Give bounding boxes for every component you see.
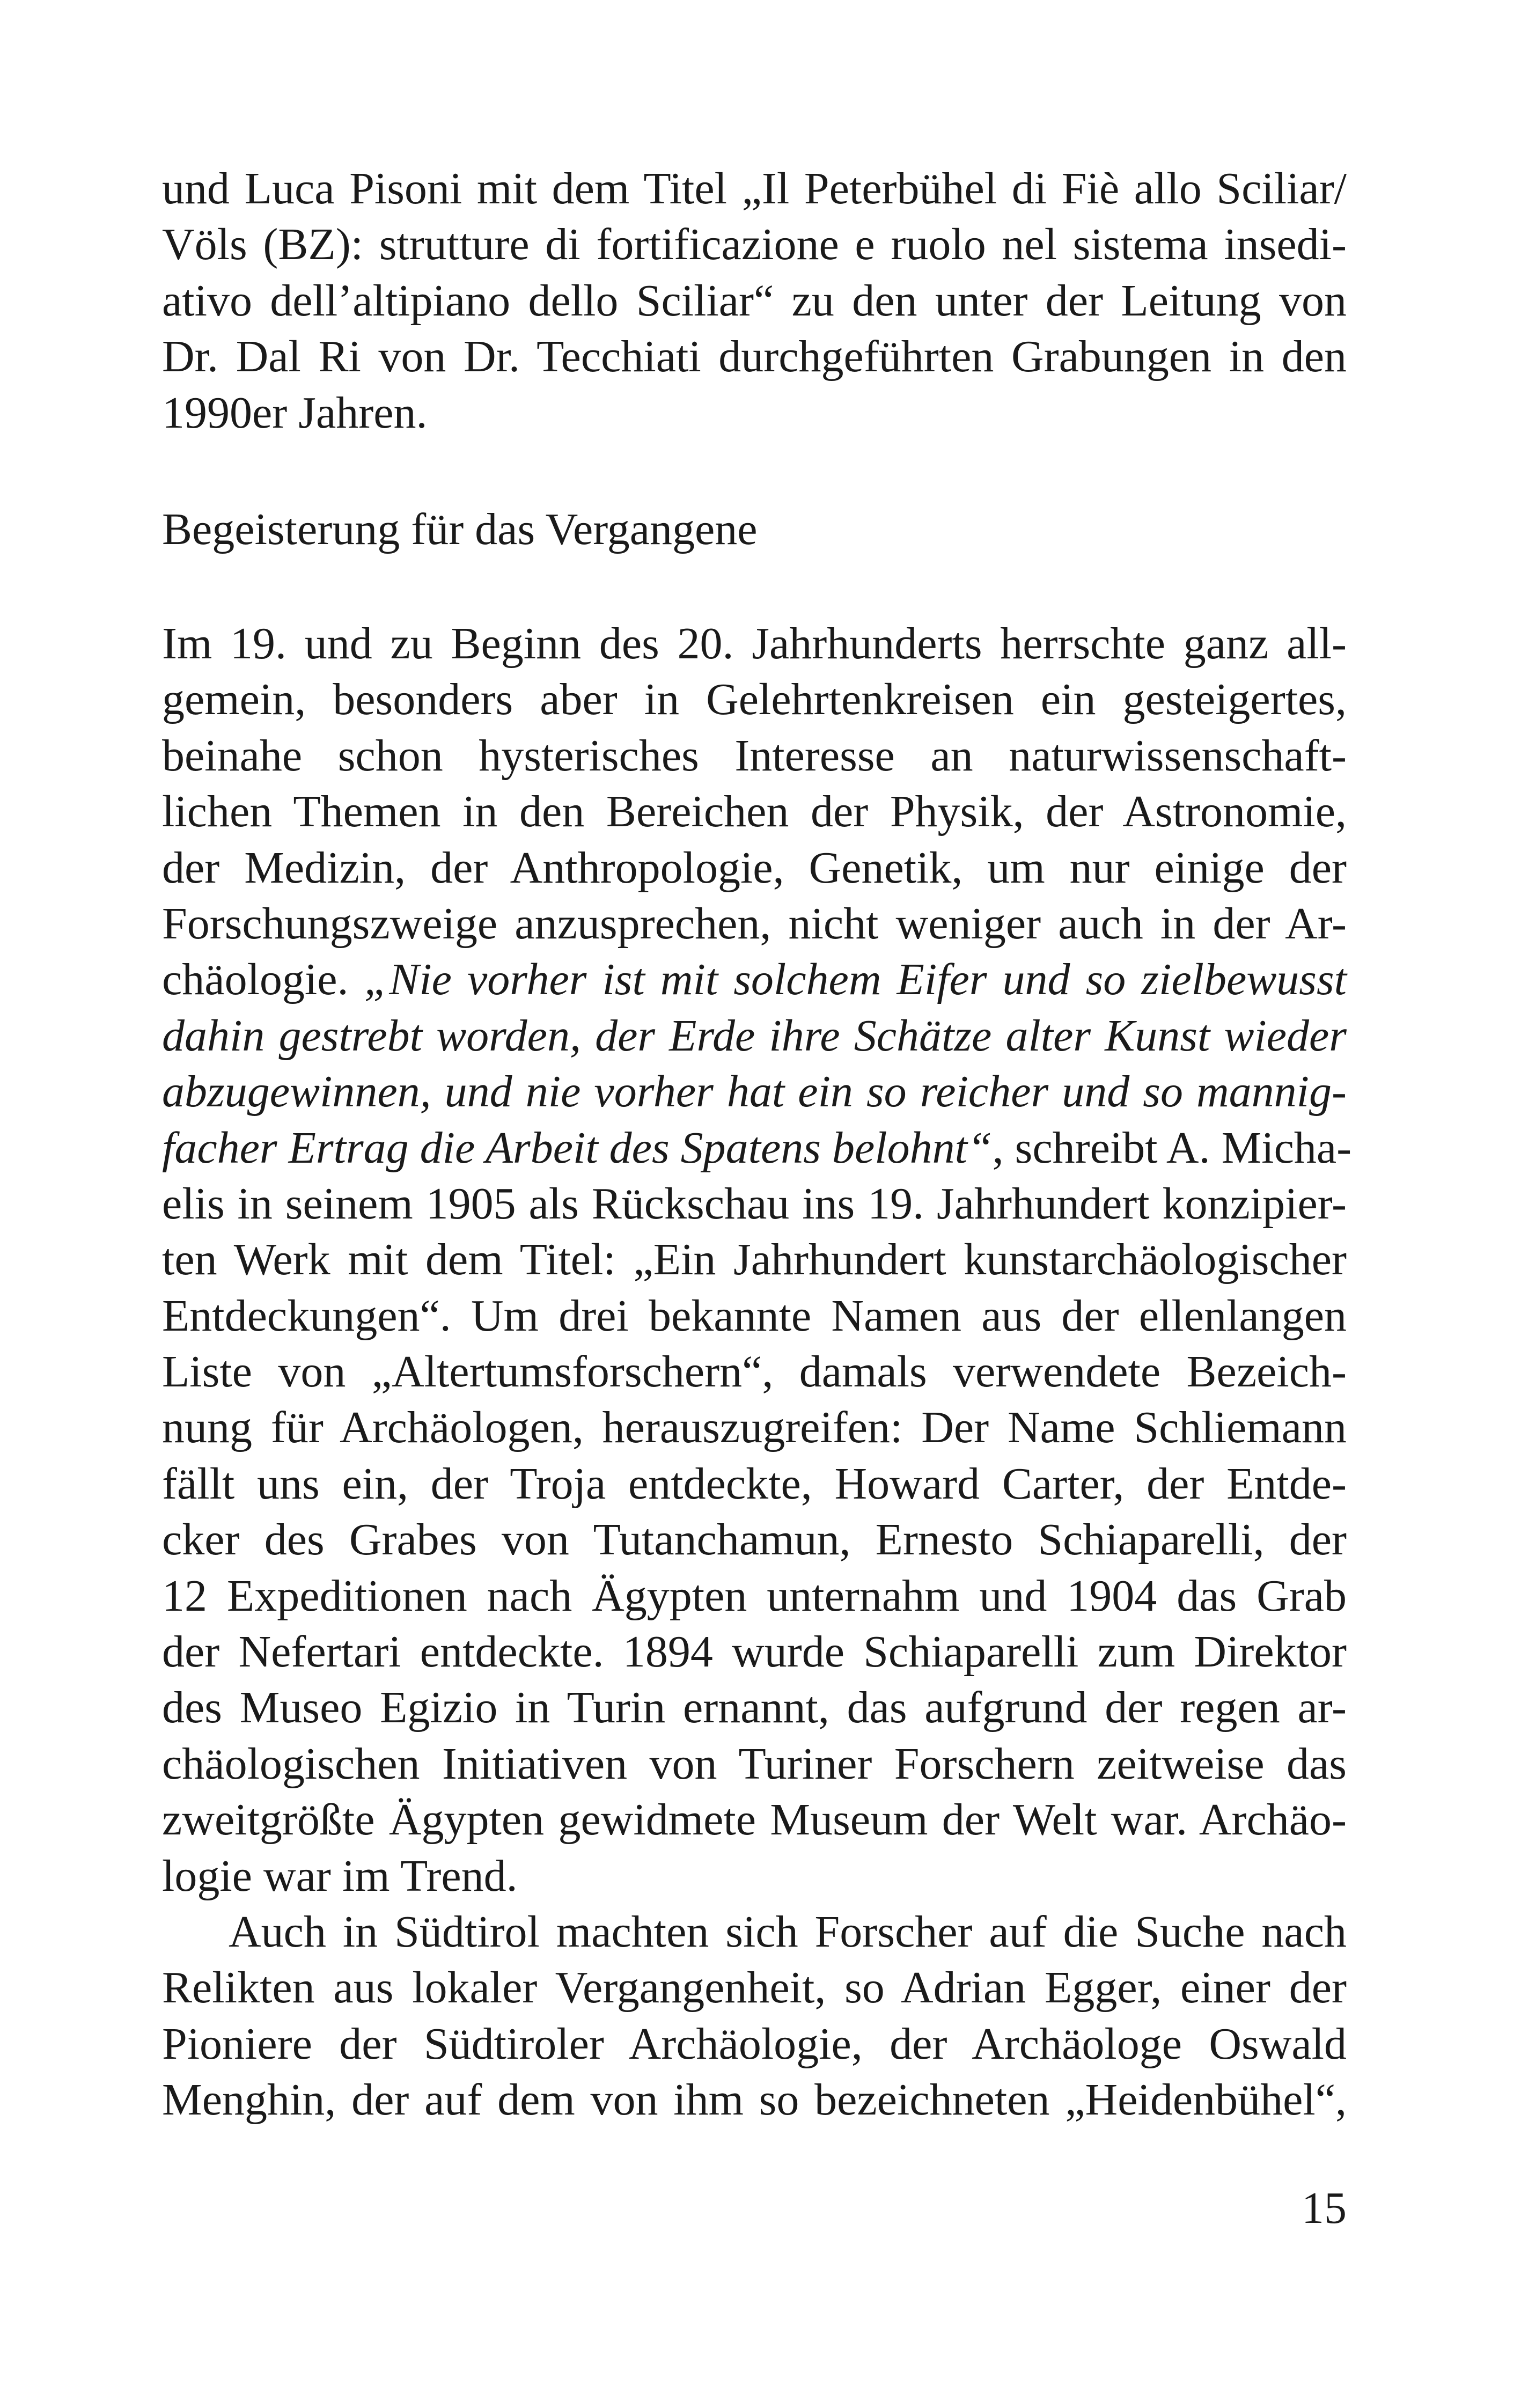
text-line: lichen Themen in den Bereichen der Physik, der Astronomie, (162, 787, 1347, 837)
section-heading: Begeisterung für das Vergangene (162, 504, 758, 554)
text-line: Dr. Dal Ri von Dr. Tecchiati durchgeführten Grabungen in den (162, 332, 1347, 382)
quote-line: dahin gestrebt worden, der Erde ihre Schätze alter Kunst wieder (162, 1010, 1347, 1061)
text-line: zweitgrößte Ägypten gewidmete Museum der Welt war. Archäo- (162, 1795, 1347, 1845)
text-line: Liste von „Altertumsforschern“, damals verwendete Bezeich- (162, 1347, 1347, 1397)
text-line: fällt uns ein, der Troja entdeckte, Howard Carter, der Entde- (162, 1458, 1347, 1509)
page-number: 15 (1302, 2183, 1347, 2233)
text-line: Pioniere der Südtiroler Archäologie, der Archäologe Oswald (162, 2018, 1347, 2069)
text-line (162, 1120, 1352, 1176)
quote-segment: „Nie vorher ist mit solchem Eifer und so zielbewusst (364, 955, 1347, 1005)
paragraph-2 (162, 1904, 1347, 2128)
text-line: elis in seinem 1905 als Rückschau ins 19. Jahrhundert konzipier- (162, 1178, 1347, 1229)
section-heading-block (162, 502, 1347, 557)
text-line: ten Werk mit dem Titel: „Ein Jahrhundert kunstarchäologischer (162, 1235, 1347, 1285)
text-segment: , schreibt A. Micha- (992, 1122, 1352, 1173)
text-line (162, 952, 1347, 1008)
text-line: cker des Grabes von Tutanchamun, Ernesto Schiaparelli, der (162, 1515, 1347, 1565)
text-line: Menghin, der auf dem von ihm so bezeichneten „Heidenbühel“, (162, 2075, 1347, 2125)
text-segment: chäologie. (162, 955, 364, 1005)
quote-line: abzugewinnen, und nie vorher hat ein so reicher und so mannig- (162, 1067, 1347, 1117)
quote-segment: facher Ertrag die Arbeit des Spatens belohnt“ (162, 1122, 993, 1173)
paragraph-1 (162, 616, 1352, 1904)
text-line: 12 Expeditionen nach Ägypten unternahm und 1904 das Grab (162, 1570, 1347, 1621)
intro-paragraph (162, 161, 1347, 441)
text-line: logie war im Trend. (162, 1851, 518, 1901)
text-line: und Luca Pisoni mit dem Titel „Il Peterbühel di Fiè allo Sciliar/ (162, 164, 1347, 214)
text-line: 1990er Jahren. (162, 387, 428, 438)
text-line: gemein, besonders aber in Gelehrtenkreisen ein gesteigertes, (162, 674, 1347, 725)
text-line: der Medizin, der Anthropologie, Genetik, um nur einige der (162, 842, 1347, 893)
text-line: ativo dell’altipiano dello Sciliar“ zu den unter der Leitung von (162, 275, 1347, 326)
text-line: chäologischen Initiativen von Turiner Forschern zeitweise das (162, 1738, 1347, 1789)
text-line: Relikten aus lokaler Vergangenheit, so Adrian Egger, einer der (162, 1963, 1347, 2013)
text-line: der Nefertari entdeckte. 1894 wurde Schiaparelli zum Direktor (162, 1627, 1347, 1677)
text-line: Forschungszweige anzusprechen, nicht weniger auch in der Ar- (162, 898, 1347, 949)
text-line: Im 19. und zu Beginn des 20. Jahrhunderts herrschte ganz all- (162, 619, 1347, 669)
text-line: beinahe schon hysterisches Interesse an naturwissenschaft- (162, 730, 1347, 781)
text-line: Auch in Südtirol machten sich Forscher auf die Suche nach (229, 1907, 1347, 1957)
text-line: des Museo Egizio in Turin ernannt, das aufgrund der regen ar- (162, 1683, 1347, 1733)
text-line: Entdeckungen“. Um drei bekannte Namen aus der ellenlangen (162, 1290, 1347, 1341)
text-line: Völs (BZ): strutture di fortificazione e ruolo nel sistema insedi- (162, 219, 1347, 270)
text-line: nung für Archäologen, herauszugreifen: Der Name Schliemann (162, 1403, 1347, 1453)
